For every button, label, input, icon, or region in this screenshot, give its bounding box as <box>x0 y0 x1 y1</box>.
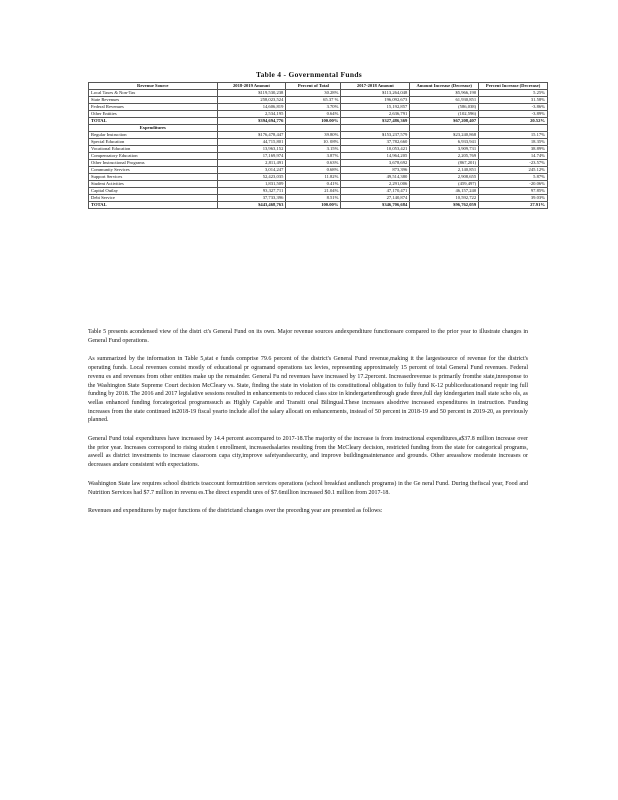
row-label: State Revenues <box>89 97 218 104</box>
row-label: Support Services <box>89 174 218 181</box>
amount-2018-2019: 258,023,524 <box>217 97 286 104</box>
expenditures-heading: Expenditures <box>89 125 218 132</box>
amount-change: 61,930,851 <box>410 97 479 104</box>
row-label: Other Instructional Programs <box>89 160 218 167</box>
percent-of-total: 65.37 % <box>286 97 341 104</box>
amount-2017-2018: 873,396 <box>341 167 410 174</box>
amount-2017-2018: 37,782,660 <box>341 139 410 146</box>
amount-2018-2019: 44,715,801 <box>217 139 286 146</box>
empty-cell <box>479 125 548 132</box>
amount-change: (459,497) <box>410 181 479 188</box>
table-title: Table 4 - Governmental Funds <box>255 70 363 79</box>
table-row <box>89 146 548 153</box>
percent-change: -3.89% <box>479 111 548 118</box>
row-label: Other Entities <box>89 111 218 118</box>
header-2017-2018-amount: 2017-2018 Amount <box>341 83 410 90</box>
amount-change: $96,762,059 <box>410 202 479 209</box>
empty-cell <box>341 125 410 132</box>
amount-2017-2018: 49,514,380 <box>341 174 410 181</box>
percent-change: 245.12% <box>479 167 548 174</box>
amount-change: (586,038) <box>410 104 479 111</box>
row-label: Local Taxes & Non-Tax <box>89 90 218 97</box>
table-row <box>89 97 548 104</box>
amount-change: (867,201) <box>410 160 479 167</box>
row-label: TOTAL <box>89 202 218 209</box>
amount-2017-2018: $327,486,369 <box>341 118 410 125</box>
percent-change: 97.85% <box>479 188 548 195</box>
row-label: Student Activities <box>89 181 218 188</box>
percent-change: -20.06% <box>479 181 548 188</box>
paragraph: Washington State law requires school districts toaccount formutrition services operations (school breakfast andlunch programs) in the Ge neral Fund. During thefiscal year, Food and Nutrition Services had $7.7 million in revenu es.The direct expendit ures of $7.6million increased $0.1 million from 2017-18. <box>88 480 528 496</box>
amount-change: $23,240,868 <box>410 132 479 139</box>
amount-2017-2018: 2,291,006 <box>341 181 410 188</box>
percent-change: 20.52% <box>479 118 548 125</box>
table-row <box>89 174 548 181</box>
amount-2017-2018: 47,170,471 <box>341 188 410 195</box>
row-label: TOTAL <box>89 118 218 125</box>
percent-of-total: 0.68% <box>286 167 341 174</box>
table-row <box>89 160 548 167</box>
table-row <box>89 90 548 97</box>
amount-change: (102,596) <box>410 111 479 118</box>
table-row <box>89 153 548 160</box>
row-label: Debt Service <box>89 195 218 202</box>
amount-2017-2018: 3,678,692 <box>341 160 410 167</box>
amount-2017-2018: $113,264,048 <box>341 90 410 97</box>
percent-of-total: 100.00% <box>286 202 341 209</box>
amount-change: 2,908,655 <box>410 174 479 181</box>
amount-change: 2,140,851 <box>410 167 479 174</box>
percent-change: 5.87% <box>479 174 548 181</box>
paragraph: Table 5 presents acondensed view of the distri ct's General Fund on its own. Major revenue sources andexpenditure functionsare compared to the prior year to illustrate changes in General Fund operations. <box>88 329 528 344</box>
table-row <box>89 104 548 111</box>
amount-change: 46,157,240 <box>410 188 479 195</box>
row-label: Compensatory Education <box>89 153 218 160</box>
percent-of-total: 30.28% <box>286 90 341 97</box>
amount-2018-2019: 17,169,974 <box>217 153 286 160</box>
amount-2017-2018: 27,140,874 <box>341 195 410 202</box>
row-label: Community Services <box>89 167 218 174</box>
table-row <box>89 195 548 202</box>
percent-of-total: 3.70% <box>286 104 341 111</box>
amount-2017-2018: $346,706,684 <box>341 202 410 209</box>
percent-change: 27.91% <box>479 202 548 209</box>
percent-of-total: 21.04% <box>286 188 341 195</box>
amount-change: 3,909,731 <box>410 146 479 153</box>
amount-2017-2018: 10,053,421 <box>341 146 410 153</box>
amount-2018-2019: $443,468,763 <box>217 202 286 209</box>
amount-2017-2018: 196,092,673 <box>341 97 410 104</box>
amount-change: 2,205,769 <box>410 153 479 160</box>
table-row <box>89 111 548 118</box>
percent-of-total: 39.80% <box>286 132 341 139</box>
amount-2018-2019: $176,478,447 <box>217 132 286 139</box>
percent-of-total: 3.15% <box>286 146 341 153</box>
header-percent-change: Percent Increase (Decrease) <box>479 83 548 90</box>
paragraph: Revenues and expenditures by major functions of the districtand changes over the preceding year are presented as follows: <box>88 508 383 515</box>
percent-change: 18.35% <box>479 139 548 146</box>
amount-2018-2019: 1,831,509 <box>217 181 286 188</box>
empty-cell <box>286 125 341 132</box>
percent-of-total: 0.64% <box>286 111 341 118</box>
paragraph: As summarized by the information in Table 5,stat e funds comprise 79.6 percent of the district's General Fund revenue,making it the largestsource of revenue for the district's operating funds. Local revenues consist mostly of educational pr ogramand operations tax levies, representing approximately 15 percent of total General Fund revenues. Federal revenu es and revenues from other entities make up the remainder. General Fu nd revenues have increased by 17.2percent. Increasedrevenue is primarily fromthe state,inresponse to the Washington State Supreme Court decision McCleary vs. State, finding the state in violation of its constitutional obligation to fully fund K-12 publiceducationand requir ing full funding by 2018. The 2016 and 2017 legislative sessions resulted in enhancements to reduced class size in kindergartenthrough grade three,full day kindergarten inall state scho ols, as wellas enhanced funding forcategorical programssuch as Highly Capable and Transiti onal Bilingual.These increases alsodrive increased expenditures in instruction. Funding increases from the state continued in2018-19 fiscal yearto include allof the salary allocati on enhancements, instead of 50 percent in 2018-19 and 50 percent in 2019-20, as previously planned. <box>88 356 528 424</box>
amount-2017-2018: $153,237,579 <box>341 132 410 139</box>
percent-change: 39.03% <box>479 195 548 202</box>
percent-of-total: 100.00% <box>286 118 341 125</box>
table-header-row <box>89 83 548 90</box>
row-label: Capital Outlay <box>89 188 218 195</box>
header-revenue-source: Revenue Source <box>89 83 218 90</box>
amount-2017-2018: 2,636,791 <box>341 111 410 118</box>
percent-of-total: 10. 08% <box>286 139 341 146</box>
percent-change: 31.58% <box>479 97 548 104</box>
percent-of-total: 11.82% <box>286 174 341 181</box>
amount-2018-2019: 14,606,819 <box>217 104 286 111</box>
amount-2018-2019: $119,530,238 <box>217 90 286 97</box>
percent-change: 5.25% <box>479 90 548 97</box>
table-row <box>89 139 548 146</box>
revenue-rows <box>89 90 548 209</box>
amount-2018-2019: 37,733,396 <box>217 195 286 202</box>
expenditures-section-row <box>89 125 548 132</box>
empty-cell <box>410 125 479 132</box>
expenditure-total-row <box>89 202 548 209</box>
percent-change: 15.17% <box>479 132 548 139</box>
empty-cell <box>217 125 286 132</box>
percent-change: 38.89% <box>479 146 548 153</box>
amount-2018-2019: $394,694,776 <box>217 118 286 125</box>
percent-of-total: 3.87% <box>286 153 341 160</box>
amount-2018-2019: 2,534,195 <box>217 111 286 118</box>
amount-2017-2018: 15,192,857 <box>341 104 410 111</box>
amount-2018-2019: 13,963,152 <box>217 146 286 153</box>
amount-2017-2018: 14,964,205 <box>341 153 410 160</box>
percent-change: 14.74% <box>479 153 548 160</box>
table-row <box>89 188 548 195</box>
row-label: Special Education <box>89 139 218 146</box>
row-label: Vocational Education <box>89 146 218 153</box>
table-row <box>89 132 548 139</box>
amount-2018-2019: 52,423,035 <box>217 174 286 181</box>
percent-of-total: 8.51% <box>286 195 341 202</box>
row-label: Federal Revenues <box>89 104 218 111</box>
percent-of-total: 0.63% <box>286 160 341 167</box>
amount-change: 10,592,722 <box>410 195 479 202</box>
amount-change: $67,208,407 <box>410 118 479 125</box>
amount-2018-2019: 2,811,491 <box>217 160 286 167</box>
header-percent-of-total: Percent of Total <box>286 83 341 90</box>
paragraph: General Fund total expenditures have increased by 14.4 percent ascompared to 2017-18.The majority of the increase is from instructional expenditures,a$37.8 million increase over the prior year. Increases correspond to rising studen t enrollment, increasedsalaries resulting from the McCleary decision, restricted funding from the state for categorical programs, aswell as district investments to increase classroom capa city,improve safetyandsecurity, and improve buildingmaintenance and grounds. Other areasshow moderate increases or decreases andare consistent with expectations. <box>88 436 528 469</box>
amount-change: 6,933,941 <box>410 139 479 146</box>
percent-change: -23.57% <box>479 160 548 167</box>
table-row <box>89 167 548 174</box>
percent-change: -3.86% <box>479 104 548 111</box>
row-label: Regular Instruction <box>89 132 218 139</box>
amount-change: $5,966,190 <box>410 90 479 97</box>
governmental-funds-table <box>88 82 548 209</box>
table-row <box>89 181 548 188</box>
narrative-text <box>88 328 528 526</box>
revenue-total-row <box>89 118 548 125</box>
header-amount-change: Amount Increase (Decrease) <box>410 83 479 90</box>
amount-2018-2019: 93,327,711 <box>217 188 286 195</box>
amount-2018-2019: 3,014,247 <box>217 167 286 174</box>
percent-of-total: 0.41% <box>286 181 341 188</box>
header-2018-2019-amount: 2018-2019 Amount <box>217 83 286 90</box>
